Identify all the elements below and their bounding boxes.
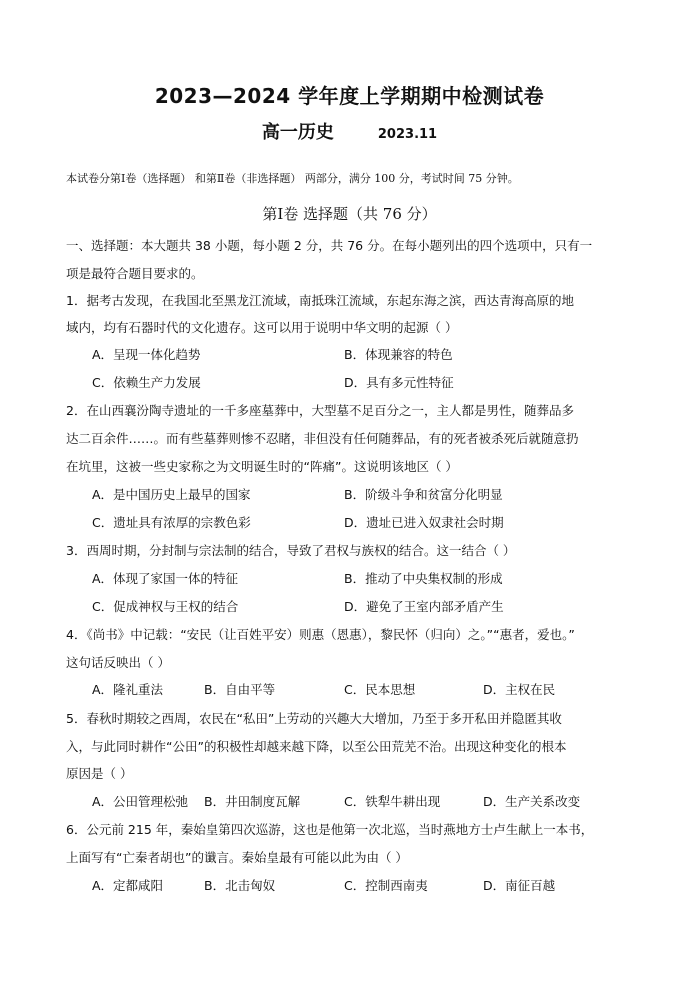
question-1-line: 域内，均有石器时代的文化遗存。这可以用于说明中华文明的起源（ ） [66,320,458,335]
question-5-option-d: D．生产关系改变 [483,794,581,809]
question-2-option-b: B．阶级斗争和贫富分化明显 [344,487,503,502]
question-1-line: 1．据考古发现，在我国北至黑龙江流域，南抵珠江流域，东起东海之滨，西达青海高原的地 [66,293,574,308]
question-6-option-a: A．定都咸阳 [92,878,164,893]
question-3-option-c: C．促成神权与王权的结合 [92,599,239,614]
question-5-option-b: B．井田制度瓦解 [204,794,301,809]
question-4-option-a: A．隆礼重法 [92,682,164,697]
section-title: 第Ⅰ卷 选择题（共 76 分） [262,205,437,223]
question-6-line: 6．公元前 215 年，秦始皇第四次巡游，这也是他第一次北巡，当时燕地方士卢生献上一本书， [66,822,594,837]
exam-subtitle [0,118,699,144]
exam-date: 2023.11 [377,127,438,142]
instructions-line: 一、选择题：本大题共 38 小题，每小题 2 分，共 76 分。在每小题列出的四个选项中，只有一 [66,238,593,253]
question-6-option-c: C．控制西南夷 [344,878,428,893]
question-1-option-d: D．具有多元性特征 [344,375,454,390]
subject-label: 高一历史 [261,122,334,143]
question-3-line: 3．西周时期，分封制与宗法制的结合，导致了君权与族权的结合。这一结合（ ） [66,543,516,558]
question-2-option-c: C．遗址具有浓厚的宗教色彩 [92,515,251,530]
exam-note: 本试卷分第Ⅰ卷（选择题） 和第Ⅱ卷（非选择题） 两部分，满分 100 分，考试时间 75 分钟。 [66,172,519,185]
question-5-line: 原因是（ ） [66,766,133,781]
question-3-option-d: D．避免了王室内部矛盾产生 [344,599,504,614]
question-3-option-a: A．体现了家国一体的特征 [92,571,239,586]
question-4-option-b: B．自由平等 [204,682,276,697]
question-5-line: 5．春秋时期较之西周，农民在“私田”上劳动的兴趣大大增加，乃至于多开私田并隐匿其收 [66,711,562,726]
question-4-option-d: D．主权在民 [483,682,556,697]
question-4-line: 这句话反映出（ ） [66,655,170,670]
question-1-option-a: A．呈现一体化趋势 [92,347,201,362]
question-6-option-b: B．北击匈奴 [204,878,276,893]
question-1-option-c: C．依赖生产力发展 [92,375,201,390]
question-6-line: 上面写有“亡秦者胡也”的谶言。秦始皇最有可能以此为由（ ） [66,850,408,865]
question-6-option-d: D．南征百越 [483,878,556,893]
question-2-option-d: D．遗址已进入奴隶社会时期 [344,515,504,530]
question-5-option-a: A．公田管理松弛 [92,794,189,809]
question-2-option-a: A．是中国历史上最早的国家 [92,487,251,502]
instructions-line: 项是最符合题目要求的。 [66,266,204,281]
question-4-line: 4．《尚书》中记载：“安民（让百姓平安）则惠（恩惠），黎民怀（归向）之。”“惠者，爱也。” [66,627,575,642]
question-4-option-c: C．民本思想 [344,682,416,697]
question-5-option-c: C．铁犁牛耕出现 [344,794,441,809]
question-1-option-b: B．体现兼容的特色 [344,347,453,362]
question-5-line: 入，与此同时耕作“公田”的积极性却越来越下降，以至公田荒芜不治。出现这种变化的根本 [66,739,567,754]
question-2-line: 达二百余件……。而有些墓葬则惨不忍睹，非但没有任何随葬品，有的死者被杀死后就随意扔 [66,431,579,446]
question-3-option-b: B．推动了中央集权制的形成 [344,571,503,586]
exam-title: 2023—2024 学年度上学期期中检测试卷 [154,84,545,108]
question-2-line: 2．在山西襄汾陶寺遗址的一千多座墓葬中，大型墓不足百分之一，主人都是男性，随葬品多 [66,403,574,418]
question-2-line: 在坑里，这被一些史家称之为文明诞生时的“阵痛”。这说明该地区（ ） [66,459,458,474]
